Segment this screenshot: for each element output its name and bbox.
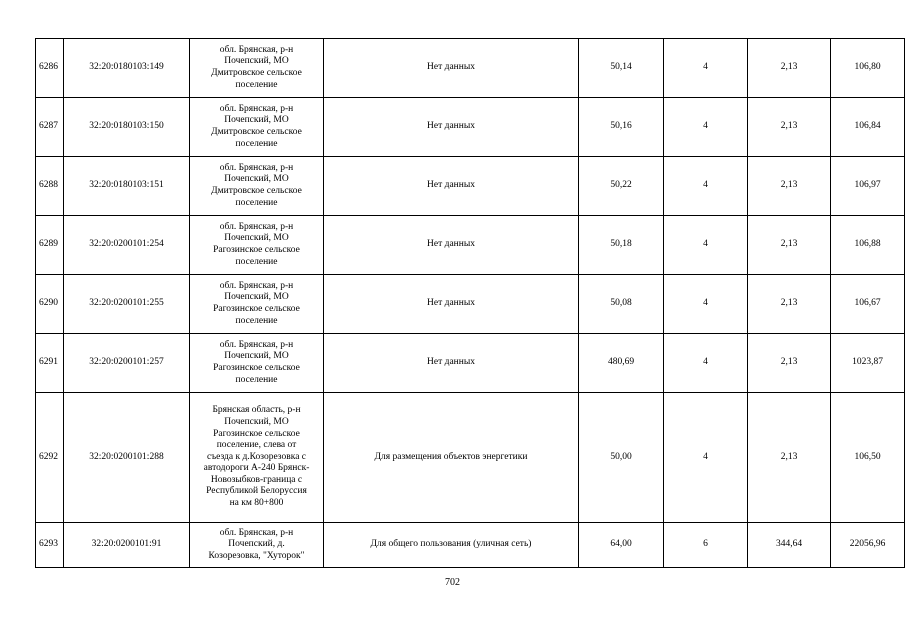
address-line: автодороги А-240 Брянск- <box>203 463 310 474</box>
cell-cadastral-value: 106,97 <box>831 157 905 216</box>
address-line: обл. Брянская, р-н <box>219 162 294 173</box>
address-line: Почепский, МО <box>224 416 289 427</box>
cell-group-number: 4 <box>664 275 748 334</box>
address-line: Почепский, МО <box>224 292 289 303</box>
cadastral-value-table <box>35 38 905 568</box>
address-line: на км 80+800 <box>229 498 284 509</box>
table-row <box>36 98 905 157</box>
cell-cadastral-number: 32:20:0200101:257 <box>64 334 190 393</box>
cell-area: 50,14 <box>579 39 664 98</box>
cell-specific-value: 2,13 <box>748 334 831 393</box>
address-line: Новозыбков-граница с <box>210 474 303 485</box>
address-line: Дмитровское сельское <box>211 68 302 78</box>
cell-specific-value: 2,13 <box>748 275 831 334</box>
cell-row-number: 6290 <box>36 275 64 334</box>
cell-group-number: 4 <box>664 334 748 393</box>
address-line: обл. Брянская, р-н <box>219 339 294 350</box>
cell-permitted-use: Нет данных <box>324 98 579 157</box>
address-line: Козорезовка, "Хуторок" <box>208 550 305 561</box>
table-row <box>36 334 905 393</box>
cell-area: 50,00 <box>579 393 664 523</box>
cell-group-number: 4 <box>664 157 748 216</box>
address-line: поселение <box>235 256 278 267</box>
cell-area: 50,08 <box>579 275 664 334</box>
cell-address <box>190 157 324 216</box>
cell-permitted-use: Нет данных <box>324 157 579 216</box>
cell-row-number: 6291 <box>36 334 64 393</box>
cell-permitted-use: Нет данных <box>324 216 579 275</box>
address-line: Почепский, д. <box>228 539 285 550</box>
address-line: Рагозинское сельское <box>213 363 300 373</box>
cell-cadastral-number: 32:20:0200101:288 <box>64 393 190 523</box>
cell-row-number: 6292 <box>36 393 64 523</box>
address-line: поселение, слева от <box>216 440 297 451</box>
cell-address <box>190 393 324 523</box>
table-row <box>36 157 905 216</box>
cell-permitted-use: Нет данных <box>324 39 579 98</box>
cell-address <box>190 275 324 334</box>
cell-group-number: 4 <box>664 393 748 523</box>
table-row <box>36 393 905 523</box>
address-line: обл. Брянская, р-н <box>219 221 294 232</box>
cell-area: 50,22 <box>579 157 664 216</box>
cell-permitted-use: Для размещения объектов энергетики <box>324 393 579 523</box>
cell-specific-value: 2,13 <box>748 39 831 98</box>
table-body <box>36 39 905 568</box>
address-line: обл. Брянская, р-н <box>219 280 294 291</box>
cell-cadastral-value: 22056,96 <box>831 523 905 568</box>
address-line: Рагозинское сельское <box>213 304 300 314</box>
cell-cadastral-value: 106,80 <box>831 39 905 98</box>
cell-row-number: 6293 <box>36 523 64 568</box>
table-row <box>36 216 905 275</box>
cell-permitted-use: Для общего пользования (уличная сеть) <box>324 523 579 568</box>
address-line: поселение <box>235 138 278 149</box>
cell-group-number: 4 <box>664 98 748 157</box>
cell-address <box>190 523 324 568</box>
cell-area: 50,16 <box>579 98 664 157</box>
cell-cadastral-number: 32:20:0180103:149 <box>64 39 190 98</box>
address-line: Почепский, МО <box>224 233 289 244</box>
address-line: поселение <box>235 374 278 385</box>
cell-area: 480,69 <box>579 334 664 393</box>
cell-cadastral-number: 32:20:0200101:255 <box>64 275 190 334</box>
address-line: обл. Брянская, р-н <box>219 527 294 538</box>
cell-row-number: 6288 <box>36 157 64 216</box>
cell-address <box>190 216 324 275</box>
address-line: Республикой Белоруссия <box>206 486 307 497</box>
address-line: поселение <box>235 197 278 208</box>
cell-cadastral-value: 106,84 <box>831 98 905 157</box>
cell-specific-value: 2,13 <box>748 216 831 275</box>
address-line: обл. Брянская, р-н <box>219 103 294 114</box>
cell-cadastral-number: 32:20:0180103:150 <box>64 98 190 157</box>
cell-cadastral-value: 1023,87 <box>831 334 905 393</box>
address-line: Почепский, МО <box>224 351 289 362</box>
address-line: Брянская область, р-н <box>212 405 301 416</box>
address-line: Почепский, МО <box>224 174 289 185</box>
cell-address <box>190 39 324 98</box>
cell-row-number: 6286 <box>36 39 64 98</box>
cell-permitted-use: Нет данных <box>324 334 579 393</box>
address-line: поселение <box>235 79 278 90</box>
address-line: Почепский, МО <box>224 56 289 67</box>
cell-group-number: 4 <box>664 216 748 275</box>
address-line: обл. Брянская, р-н <box>219 44 294 55</box>
cell-specific-value: 2,13 <box>748 157 831 216</box>
cell-area: 50,18 <box>579 216 664 275</box>
cell-specific-value: 344,64 <box>748 523 831 568</box>
cell-row-number: 6289 <box>36 216 64 275</box>
address-line: поселение <box>235 315 278 326</box>
cell-address <box>190 98 324 157</box>
table-row <box>36 39 905 98</box>
cell-cadastral-number: 32:20:0200101:254 <box>64 216 190 275</box>
cell-cadastral-value: 106,67 <box>831 275 905 334</box>
cell-specific-value: 2,13 <box>748 98 831 157</box>
table-row <box>36 275 905 334</box>
cell-area: 64,00 <box>579 523 664 568</box>
page-number: 702 <box>445 577 460 588</box>
cell-row-number: 6287 <box>36 98 64 157</box>
address-line: Почепский, МО <box>224 115 289 126</box>
cell-address <box>190 334 324 393</box>
cell-group-number: 4 <box>664 39 748 98</box>
address-line: Дмитровское сельское <box>211 186 302 196</box>
cell-permitted-use: Нет данных <box>324 275 579 334</box>
cell-group-number: 6 <box>664 523 748 568</box>
address-line: Рагозинское сельское <box>213 245 300 255</box>
cell-specific-value: 2,13 <box>748 393 831 523</box>
address-line: Дмитровское сельское <box>211 127 302 137</box>
cell-cadastral-number: 32:20:0200101:91 <box>64 523 190 568</box>
cell-cadastral-value: 106,50 <box>831 393 905 523</box>
table-row <box>36 523 905 568</box>
address-line: Рагозинское сельское <box>213 428 300 439</box>
address-line: съезда к д.Козорезовка с <box>206 451 307 462</box>
cell-cadastral-value: 106,88 <box>831 216 905 275</box>
cell-cadastral-number: 32:20:0180103:151 <box>64 157 190 216</box>
